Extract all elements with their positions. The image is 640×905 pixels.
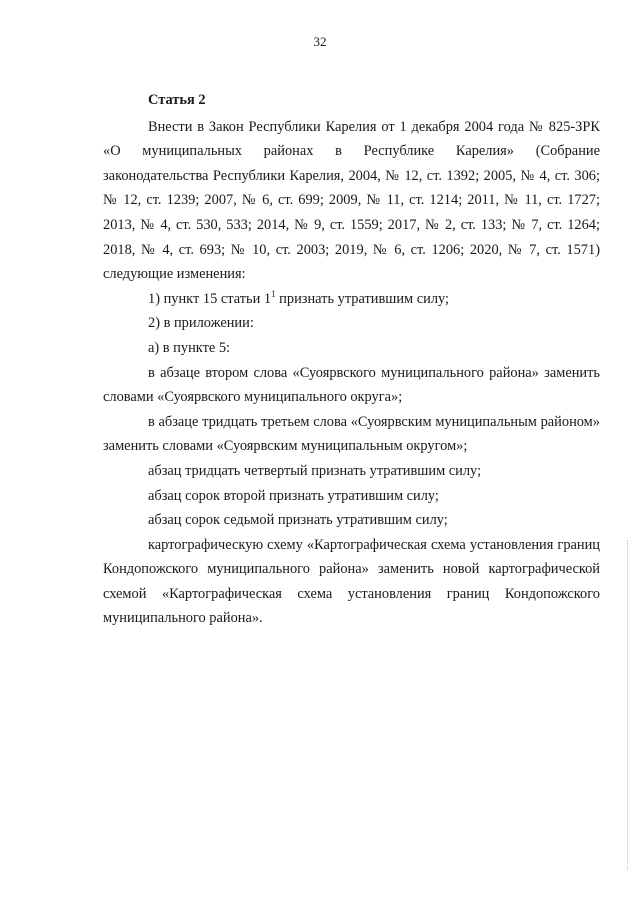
item-2: 2) в приложении: bbox=[148, 315, 254, 332]
document-body bbox=[103, 88, 600, 631]
item-1-text-end: признать утратившим силу; bbox=[275, 290, 450, 307]
item-2a: а) в пункте 5: bbox=[148, 339, 231, 356]
scan-edge-mark bbox=[627, 540, 629, 870]
paragraph-abzac-47: абзац сорок седьмой признать утратившим силу; bbox=[148, 512, 448, 529]
item-1-superscript: 1 bbox=[271, 288, 276, 299]
article-heading: Статья 2 bbox=[148, 92, 206, 108]
page-number: 32 bbox=[313, 34, 327, 49]
article-intro-paragraph: Внести в Закон Республики Карелия от 1 декабря 2004 года № 825-ЗРК «О муниципальных районах в Республике Карелия» (Собрание законодательства Республики Карелия, 2004, № 12, ст. 1392; 2005, № 4, ст. 306; № 12, ст. 1239; 2007, № 6, ст. 699; 2009, № 11, ст. 1214; 2011, № 11, ст. 1727; 2013, № 4, ст. 530, 533; 2014, № 9, ст. 1559; 2017, № 2, ст. 133; № 7, ст. 1264; 2018, № 4, ст. 693; № 10, ст. 2003; 2019, № 6, ст. 1206; 2020, № 7, ст. 1571) следующие изменения: bbox=[103, 118, 600, 283]
item-1-text: 1) пункт 15 статьи 1 bbox=[148, 290, 272, 307]
paragraph-abzac-2: в абзаце втором слова «Суоярвского муниципального района» заменить словами «Суоярвского муниципального округа»; bbox=[103, 364, 600, 406]
paragraph-abzac-34: абзац тридцать четвертый признать утратившим силу; bbox=[148, 462, 482, 479]
item-1 bbox=[103, 287, 600, 312]
paragraph-map-scheme: картографическую схему «Картографическая схема установления границ Кондопожского муниципального района» заменить новой картографической схемой «Картографическая схема установления границ Кондопожского муниципального района». bbox=[103, 536, 600, 627]
paragraph-abzac-42: абзац сорок второй признать утратившим силу; bbox=[148, 487, 439, 504]
paragraph-abzac-33: в абзаце тридцать третьем слова «Суоярвским муниципальным районом» заменить словами «Суоярвским муниципальным округом»; bbox=[103, 413, 600, 455]
